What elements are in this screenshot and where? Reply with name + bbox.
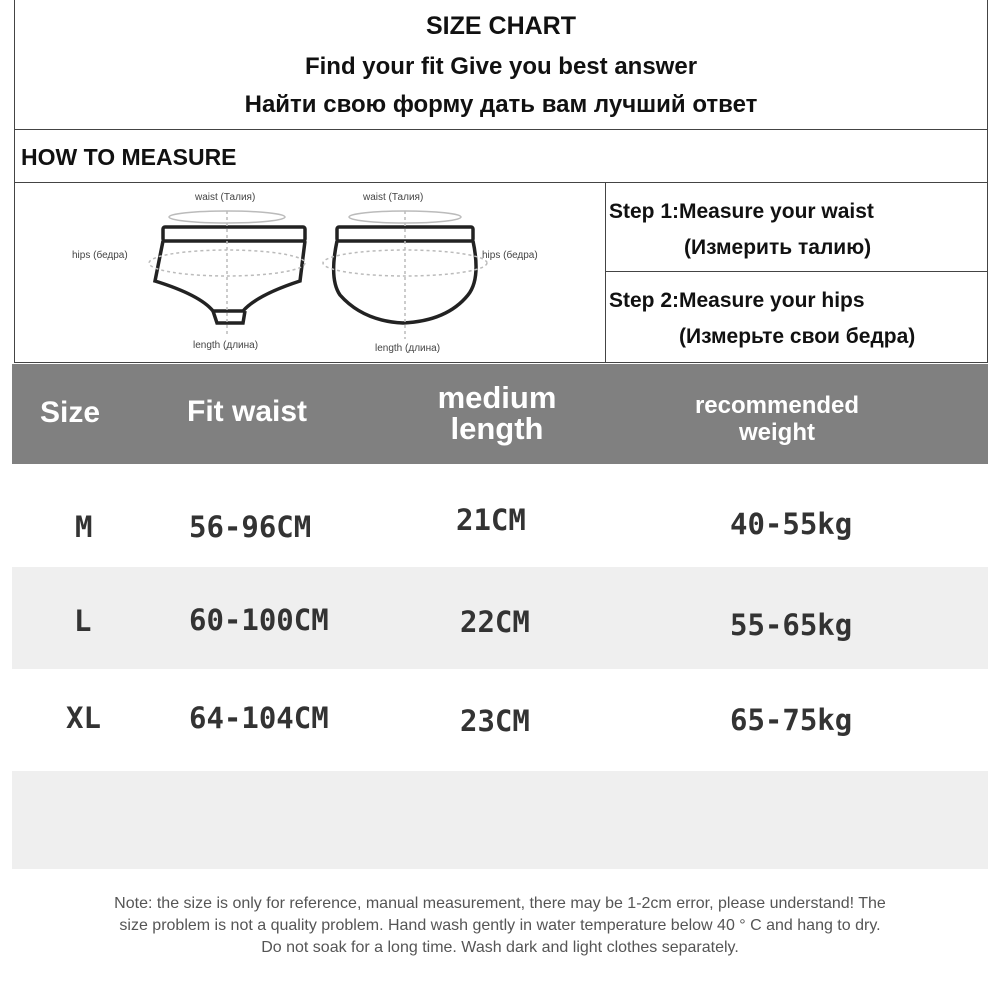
cell-waist: 56-96CM [189, 510, 312, 544]
cell-length: 22CM [460, 605, 530, 639]
waist-label-front: waist (Талия) [195, 192, 256, 203]
header-length: length [450, 411, 544, 446]
table-row-empty [12, 771, 988, 869]
measure-steps [605, 183, 988, 363]
steps-divider [605, 271, 987, 272]
cell-waist: 64-104CM [189, 701, 329, 735]
hips-label-back: hips (бедра) [482, 250, 538, 261]
how-to-measure-label: HOW TO MEASURE [21, 144, 237, 170]
care-note [0, 893, 1000, 959]
note-line-2: size problem is not a quality problem. Hand wash gently in water temperature below 40 ° C and hang to dry. [119, 917, 881, 934]
cell-weight: 40-55kg [730, 507, 853, 541]
header-size: Size [40, 396, 101, 429]
header-weight: weight [739, 419, 815, 446]
page-title: SIZE CHART [426, 12, 576, 40]
cell-weight: 65-75kg [730, 703, 853, 737]
cell-size: M [75, 510, 93, 544]
step-1-translation: (Измерить талию) [684, 236, 872, 259]
size-table-header [12, 364, 988, 464]
header-recommended: recommended [694, 392, 860, 419]
note-line-3: Do not soak for a long time. Wash dark and light clothes separately. [261, 939, 739, 956]
subtitle-english: Find your fit Give you best answer [304, 53, 698, 80]
briefs-front-icon [155, 227, 305, 323]
briefs-diagram-illustration [15, 183, 605, 361]
cell-size: L [74, 604, 92, 638]
table-row-m [12, 465, 988, 567]
size-chart-header [14, 0, 988, 130]
table-row-l [12, 567, 988, 669]
subtitle-russian: Найти свою форму дать вам лучший ответ [244, 91, 758, 118]
cell-length: 23CM [460, 704, 530, 738]
length-label-back: length (длина) [375, 343, 441, 354]
note-line-1: Note: the size is only for reference, manual measurement, there may be 1-2cm error, please understand! The [114, 895, 886, 912]
header-fit-waist: Fit waist [187, 395, 308, 428]
step-2-text: Step 2:Measure your hips [609, 289, 865, 312]
waist-label-back: waist (Талия) [363, 192, 424, 203]
cell-weight: 55-65kg [730, 608, 853, 642]
measure-diagram [14, 183, 606, 363]
length-label-front: length (длина) [193, 340, 259, 351]
step-1-text: Step 1:Measure your waist [609, 200, 874, 223]
step-2-translation: (Измерьте свои бедра) [679, 325, 916, 348]
hips-label-front: hips (бедра) [72, 250, 128, 261]
cell-waist: 60-100CM [189, 603, 329, 637]
how-to-measure-bar [14, 130, 988, 183]
table-row-xl [12, 669, 988, 771]
header-medium: medium [437, 380, 557, 415]
cell-length: 21CM [456, 503, 526, 537]
cell-size: XL [66, 701, 101, 735]
